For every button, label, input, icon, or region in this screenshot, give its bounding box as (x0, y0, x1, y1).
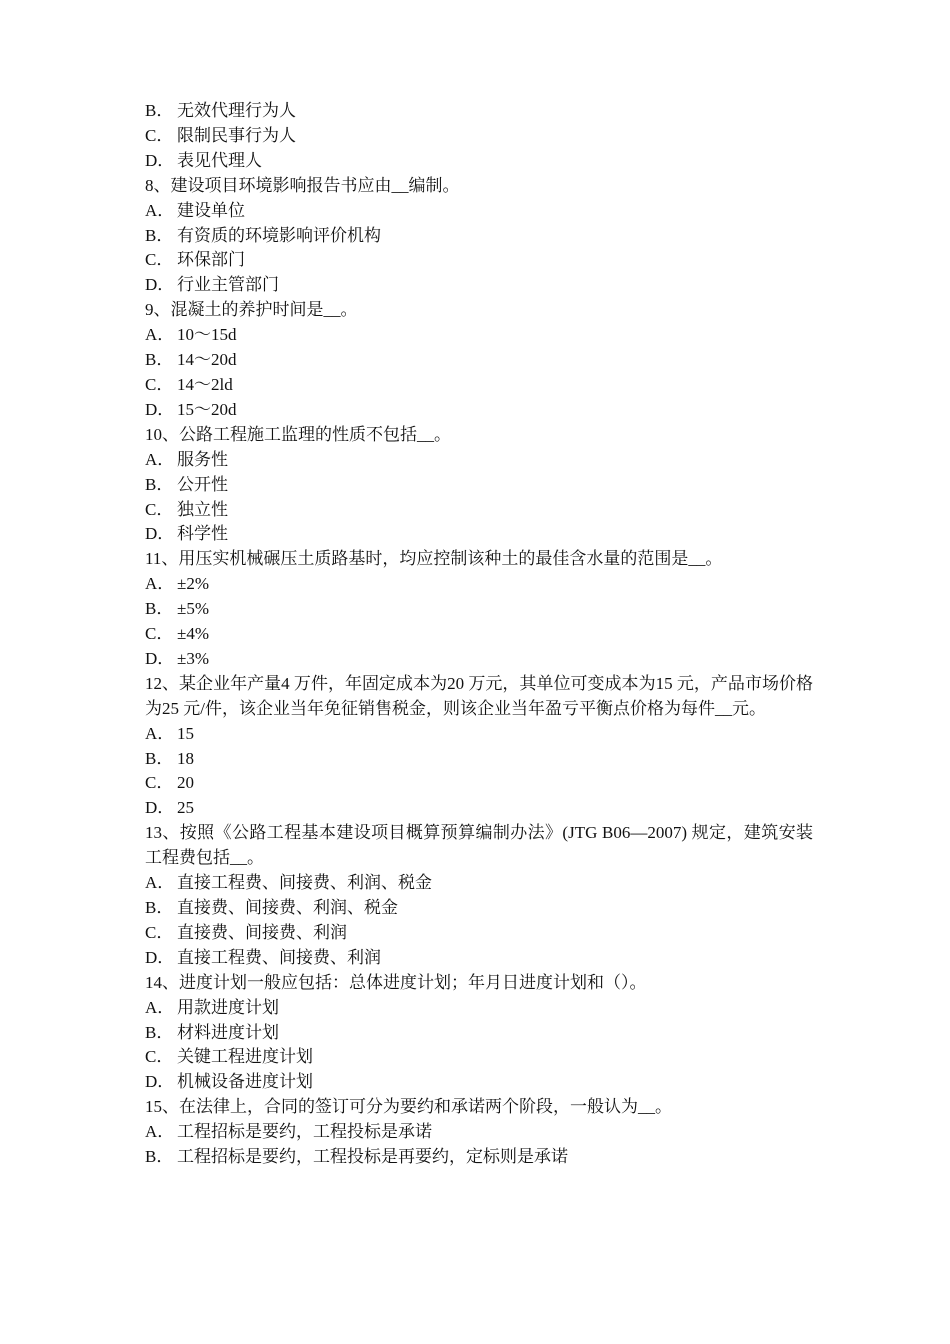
option-label: C． (145, 773, 174, 793)
option-label: D． (145, 648, 175, 668)
option-text: 14～2ld (177, 374, 233, 394)
option-text: 环保部门 (177, 250, 245, 270)
option-label: D． (145, 275, 175, 295)
answer-option (145, 522, 813, 547)
answer-option (145, 597, 813, 622)
option-text: 10～15d (177, 325, 237, 345)
option-text: 限制民事行为人 (177, 125, 296, 145)
question-stem: 14、进度计划一般应包括：总体进度计划；年月日进度计划和（）。 (145, 972, 647, 992)
option-label: A． (145, 723, 175, 743)
option-text: 15 (177, 723, 194, 743)
option-label: B． (145, 101, 174, 120)
option-label: A． (145, 200, 175, 220)
answer-option (145, 199, 813, 224)
answer-option (145, 647, 813, 672)
option-label: A． (145, 449, 175, 469)
option-text: 工程招标是要约，工程投标是再要约，定标则是承诺 (177, 1147, 568, 1167)
option-text: ±5% (177, 599, 209, 619)
answer-option (145, 224, 813, 249)
option-label: D． (145, 1072, 175, 1092)
answer-option (145, 473, 813, 498)
question-stem: 10、公路工程施工监理的性质不包括__。 (145, 424, 451, 444)
option-text: 18 (177, 748, 194, 768)
option-text: ±3% (177, 648, 209, 668)
option-text: 服务性 (177, 449, 228, 469)
option-label: D． (145, 798, 175, 818)
answer-option (145, 99, 813, 124)
answer-option (145, 124, 813, 149)
option-text: 25 (177, 798, 194, 818)
answer-option (145, 1120, 813, 1145)
option-label: B． (145, 898, 174, 917)
option-label: D． (145, 399, 175, 419)
answer-option (145, 622, 813, 647)
option-label: B． (145, 474, 174, 494)
option-label: D． (145, 524, 175, 544)
answer-option (145, 722, 813, 747)
option-label: B． (145, 599, 174, 619)
option-text: 有资质的环境影响评价机构 (177, 225, 381, 245)
option-label: D． (145, 947, 175, 967)
question-stem: 9、混凝土的养护时间是__。 (145, 300, 358, 320)
option-label: C． (145, 250, 174, 270)
option-label: C． (145, 922, 174, 942)
option-label: C． (145, 624, 174, 644)
answer-option (145, 796, 813, 821)
answer-option (145, 149, 813, 174)
option-text: 直接费、间接费、利润、税金 (177, 898, 398, 917)
option-label: A． (145, 574, 175, 594)
answer-option (145, 572, 813, 597)
option-label: C． (145, 374, 174, 394)
option-text: 行业主管部门 (177, 275, 279, 295)
answer-option (145, 946, 813, 971)
answer-option (145, 323, 813, 348)
option-text: ±2% (177, 574, 209, 594)
document-page (145, 99, 813, 1170)
option-text: ±4% (177, 624, 209, 644)
option-label: B． (145, 1147, 174, 1167)
answer-option (145, 1045, 813, 1070)
option-text: 直接费、间接费、利润 (177, 922, 347, 942)
answer-option (145, 448, 813, 473)
answer-option (145, 1145, 813, 1170)
answer-option (145, 398, 813, 423)
option-text: 关键工程进度计划 (177, 1047, 313, 1067)
option-text: 机械设备进度计划 (177, 1072, 313, 1092)
option-label: C． (145, 125, 174, 145)
option-text: 20 (177, 773, 194, 793)
option-label: A． (145, 1122, 175, 1142)
option-text: 用款进度计划 (177, 997, 279, 1017)
option-label: C． (145, 1047, 174, 1067)
option-text: 15～20d (177, 399, 237, 419)
option-text: 直接工程费、间接费、利润、税金 (177, 873, 432, 893)
option-label: D． (145, 150, 175, 170)
answer-option (145, 1021, 813, 1046)
answer-option (145, 1070, 813, 1095)
option-label: B． (145, 225, 174, 245)
answer-option (145, 747, 813, 772)
answer-option (145, 771, 813, 796)
answer-option (145, 871, 813, 896)
answer-option (145, 348, 813, 373)
option-text: 建设单位 (177, 200, 245, 220)
option-label: B． (145, 1022, 174, 1042)
option-text: 公开性 (177, 474, 228, 494)
answer-option (145, 896, 813, 921)
option-label: A． (145, 997, 175, 1017)
option-label: B． (145, 350, 174, 370)
option-text: 14～20d (177, 350, 237, 370)
option-text: 表见代理人 (177, 150, 262, 170)
question-stem: 8、建设项目环境影响报告书应由__编制。 (145, 175, 460, 195)
option-text: 材料进度计划 (177, 1022, 279, 1042)
option-label: C． (145, 499, 174, 519)
answer-option (145, 373, 813, 398)
option-text: 独立性 (177, 499, 228, 519)
option-label: B． (145, 748, 174, 768)
question-stem: 11、用压实机械碾压土质路基时，均应控制该种土的最佳含水量的范围是__。 (145, 549, 723, 569)
option-text: 直接工程费、间接费、利润 (177, 947, 381, 967)
question-stem: 12、某企业年产量4 万件，年固定成本为20 万元，其单位可变成本为15 元，产品市场价格为25 元/件，该企业当年免征销售税金，则该企业当年盈亏平衡点价格为每件__元。 (145, 673, 813, 718)
option-label: A． (145, 325, 175, 345)
option-label: A． (145, 873, 175, 893)
answer-option (145, 273, 813, 298)
answer-option (145, 498, 813, 523)
answer-option (145, 248, 813, 273)
answer-option (145, 996, 813, 1021)
answer-option (145, 921, 813, 946)
question-stem: 15、在法律上，合同的签订可分为要约和承诺两个阶段，一般认为__。 (145, 1097, 672, 1117)
option-text: 科学性 (177, 524, 228, 544)
option-text: 工程招标是要约，工程投标是承诺 (177, 1122, 432, 1142)
option-text: 无效代理行为人 (177, 101, 296, 120)
question-stem: 13、按照《公路工程基本建设项目概算预算编制办法》(JTG B06—2007) 规定，建筑安装工程费包括__。 (145, 823, 813, 868)
